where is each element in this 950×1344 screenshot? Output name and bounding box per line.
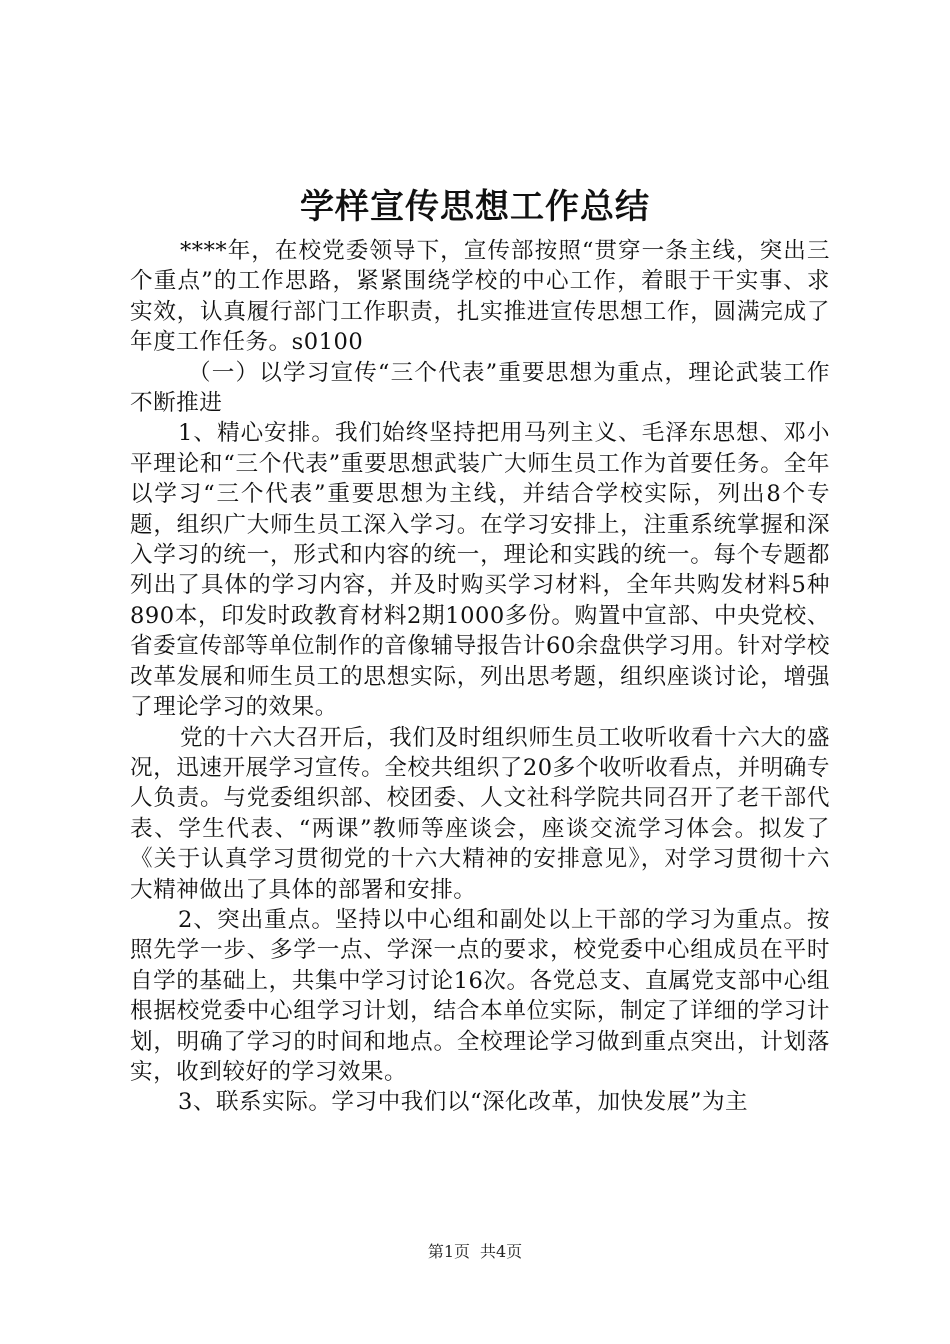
page-number: 第1页	[427, 1242, 470, 1261]
document-body	[130, 236, 830, 1118]
paragraph-item-3: 3、联系实际。学习中我们以“深化改革，加快发展”为主	[178, 1089, 749, 1116]
paragraph-item-2: 2、突出重点。坚持以中心组和副处以上干部的学习为重点。按照先学一步、多学一点、学深一点的要求，校党委中心组成员在平时自学的基础上，共集中学习讨论16次。各党总支、直属党支部中心组根据校党委中心组学习计划，结合本单位实际，制定了详细的学习计划，明确了学习的时间和地点。全校理论学习做到重点突出，计划落实，收到较好的学习效果。	[130, 906, 830, 1085]
page-total: 共4页	[480, 1242, 523, 1261]
paragraph-intro: ****年，在校党委领导下，宣传部按照“贯穿一条主线，突出三个重点”的工作思路，紧紧围绕学校的中心工作，着眼于干实事、求实效，认真履行部门工作职责，扎实推进宣传思想工作，圆满完成了年度工作任务。s0100	[130, 238, 830, 356]
page-footer	[0, 1240, 950, 1264]
paragraph-item-1: 1、精心安排。我们始终坚持把用马列主义、毛泽东思想、邓小平理论和“三个代表”重要思想武装广大师生员工作为首要任务。全年以学习“三个代表”重要思想为主线，并结合学校实际，列出8个专题，组织广大师生员工深入学习。在学习安排上，注重系统掌握和深入学习的统一，形式和内容的统一，理论和实践的统一。每个专题都列出了具体的学习内容，并及时购买学习材料，全年共购发材料5种890本，印发时政教育材料2期1000多份。购置中宣部、中央党校、省委宣传部等单位制作的音像辅导报告计60余盘供学习用。针对学校改革发展和师生员工的思想实际，列出思考题，组织座谈讨论，增强了理论学习的效果。	[130, 420, 830, 721]
document-title: 学样宣传思想工作总结	[300, 187, 650, 227]
paragraph-sixteenth-congress: 党的十六大召开后，我们及时组织师生员工收听收看十六大的盛况，迅速开展学习宣传。全校共组织了20多个收听收看点，并明确专人负责。与党委组织部、校团委、人文社科学院共同召开了老干部代表、学生代表、“两课”教师等座谈会，座谈交流学习体会。拟发了《关于认真学习贯彻党的十六大精神的安排意见》，对学习贯彻十六大精神做出了具体的部署和安排。	[130, 724, 830, 903]
section-heading-1: （一）以学习宣传“三个代表”重要思想为重点，理论武装工作不断推进	[130, 359, 830, 417]
